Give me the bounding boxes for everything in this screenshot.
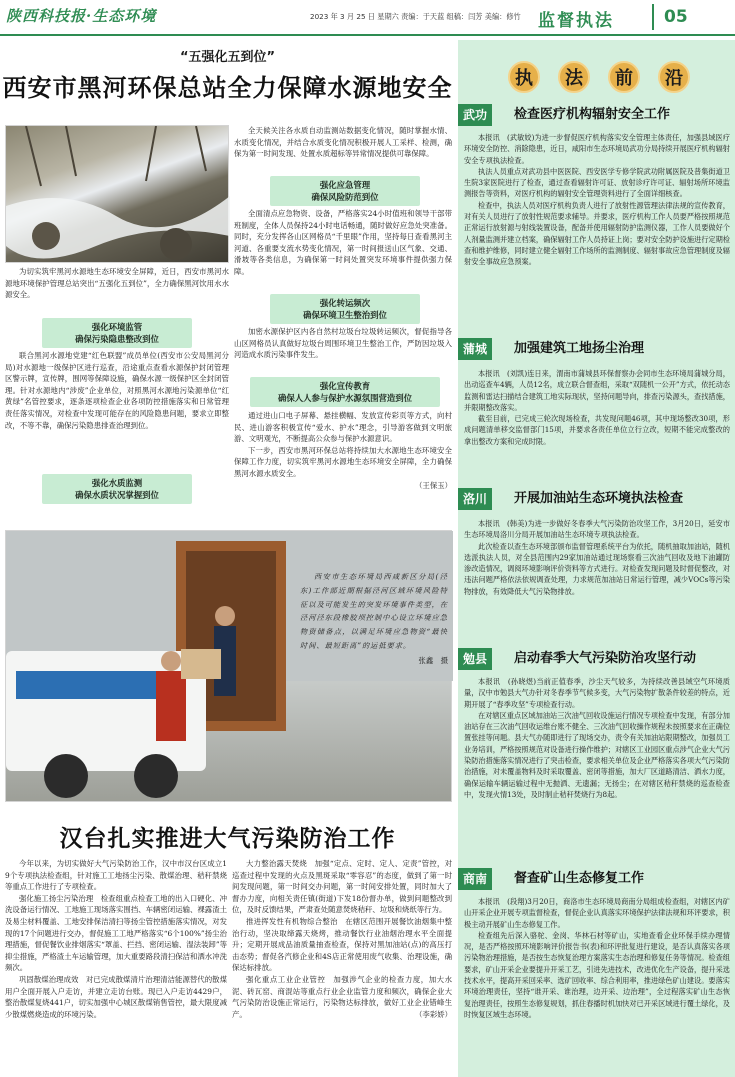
right-article1-tag: 武功 xyxy=(458,104,492,126)
article2-para3: 巩固散煤治理成效 对已完成散煤清片治理清洁能源替代的散煤用户全面开展入户走访，并建立走访台账。现已入户走访4429户，整治散煤复烧441户，切实加强中心城区散煤销售管控，最大限度减少散煤燃烧造成的环境污染。 xyxy=(5,974,227,1019)
article2-para5: 推进挥发性有机物综合整治 在辖区范围开展餐饮油烟集中整治行动，坚决取缔露天烧烤，推动餐饮行业油烟治理水平全面提升；定期开展成品油质量抽查检查，保持对黑加油站(点)的高压打击态势；督促各汽修企业和4S店正常使用废气收集、治理设施，确保达标排放。 xyxy=(232,916,452,973)
right-article1-para2: 执法人员重点对武功县中医医院、西安医学专修学院武功附属医院及普集街道卫生院3家医院进行了检查，通过查看辐射许可证、放射诊疗许可证、辐射场所环境监测报告等资料，对医疗机构的辐射安全管理资料进行了全面详细核查。 xyxy=(464,166,730,199)
right-article1-para3: 检查中，执法人员对医疗机构负责人进行了放射性源管理法律法规的宣传教育，对有关人员进行了放射性规范要求辅导。并要求，医疗机构工作人员要严格按照规范正常运行放射源与射线装置设备，配备并使用辐射防护监测仪器，工作人员要做好个人剂量监测并建立档案，确保辐射工作人员持证上岗；要对安全防护设施进行定期检查和维护维修，同时建立健全辐射工作场所的监测制度、辐射事故应急管理制度及辐射安全事故应急预案。 xyxy=(464,200,730,267)
page-number: 05 xyxy=(652,4,732,30)
right-article5-title: 督查矿山生态修复工作 xyxy=(514,871,645,886)
frontier-banner xyxy=(458,60,735,96)
article2-headline: 汉台扎实推进大气污染防治工作 xyxy=(59,826,396,852)
article1-para1: 联合黑河水源地党建“红色联盟”成员单位(西安市公安局黑河分局)对水源地一级保护区进行巡查，沿途重点查看水源保护封闭管理区警示牌，宣传牌，围网等保障设施，确保水源一级保护区全封闭管理。针对水源地内“涉废”企业单位，对照黑河水源地污染源单位“红黄绿”名管控要求，逐条逐项检查企业各项防控措施落实和日常管理责任落实情况，对检查中发现可能存在的风险隐患问题，要求立即整改，不等不靠，确保污染隐患排查治理到位。 xyxy=(5,351,229,430)
right-article5-tag: 商南 xyxy=(458,868,492,890)
right-article4-header xyxy=(458,648,735,670)
right-article3-title: 开展加油站生态环境执法检查 xyxy=(514,491,684,506)
right-article4-para1: 本报讯 (孙晓煜)当前正值春季，沙尘天气较多，为持续改善县域空气环境质量，汉中市勉县大气办针对冬春季节气候多变，大气污染物扩散条件较差的特点，近期开展了“春季攻坚”专项检查行动。 xyxy=(464,677,730,709)
subhead-5: 强化宣传教育 确保人人参与保护水源氛围营造到位 xyxy=(250,377,440,407)
right-article1-para1: 本报讯 (武敏姣)为进一步督促医疗机构落实安全管理主体责任，加强县域医疗环境安全防控、消除隐患，近日，咸阳市生态环境局武功分局持续开展医疗机构辐射安全专项执法检查。 xyxy=(464,133,730,165)
photo-caption: 西安市生态环境局西咸新区分局(泾东)工作部近期根据泾河区域环境风险特征以及可能发生的突发环境事件类型，在泾河泾东段橡胶坝控制中心设立环境应急物资储备点，以满足环境应急物资“最快时间、最短距离”的运抵要求。 xyxy=(300,572,448,650)
banner-char-4: 沿 xyxy=(658,61,690,93)
right-article3-tag: 洛川 xyxy=(458,488,492,510)
banner-char-2: 法 xyxy=(558,61,590,93)
subhead-2: 强化水质监测 确保水质状况掌握到位 xyxy=(42,474,192,504)
article1-para2: 全天候关注各水质自动监测站数据变化情况，随时掌握水情、水质变化情况，并结合水质变化情况积极开展人工采样、检测，确保为第一时间发现、处置水质超标等异常情况提供可靠保障。 xyxy=(234,126,452,159)
subhead-3: 强化应急管理 确保风险防范到位 xyxy=(270,176,420,206)
banner-char-1: 执 xyxy=(508,61,540,93)
photo-credit: 张鑫 摄 xyxy=(418,655,448,665)
section-title: 监督执法 xyxy=(538,11,614,31)
right-article4-tag: 勉县 xyxy=(458,648,492,670)
article2-para1: 今年以来，为切实做好大气污染防治工作，汉中市汉台区成立19个专项执法检查组，针对施工工地扬尘污染、散煤治理、秸秆禁烧等重点工作进行了专项检查。 xyxy=(5,859,227,892)
article2-byline: （李彩娇） xyxy=(415,1010,452,1020)
right-article4-title: 启动春季大气污染防治攻坚行动 xyxy=(514,651,697,666)
article1-intro: 为切实筑牢黑河水源地生态环境安全屏障，近日，西安市黑河水源地环境保护管理总站突出“五强化五到位”，全力确保黑河饮用水水源安全。 xyxy=(5,267,229,300)
subhead-1: 强化环境监管 确保污染隐患整改到位 xyxy=(42,318,192,348)
river-photo-art xyxy=(6,126,230,264)
right-article2-header xyxy=(458,338,735,360)
right-article2-para2: 截至目前，已完成三轮次现场检查，共发现问题46项，其中现场整改30项，形成问题清单移交监督部门15项，并要求各责任单位立行立改，短期不能完成整改的拿出整改方案和完成时限。 xyxy=(464,414,730,446)
article1-para5: 通过进山口电子屏幕、悬挂横幅、发放宣传彩页等方式，向村民、进山游客积极宣传“爱水、护水”理念，引导游客做到文明旅游、文明观光，不断提高公众参与保护水源意识。 xyxy=(234,411,452,444)
header-rule xyxy=(0,34,735,36)
article1-para3: 全面清点应急物资、设备，严格落实24小时值班和领导干部带班制度，全体人员保持24小时电话畅通，随时做好应急处突准备。同时，充分发挥各山区网格员“千里眼”作用，坚持每日查看黑河主河道、各重要支流水势变化情况，第一时间报送山区气象、交通、滑坡等各类信息，为确保第一时间处置突发环境事件提供强力保障。 xyxy=(234,209,452,276)
right-article5-para2: 检查组先后深入骆驼、金岗、华林石材等矿山，实地查看企业环保手续办理情况，是否严格按照环境影响评价报告书(表)和环评批复进行建设，是否认真落实各项污染物治理措施，是否按生态恢复治理方案落实生态治理和修复任务等情况。检查组要求，矿山开采企业要提升开采工艺，引进先进技术，改进优化生产设备，提升采选技术水平，提高开采回采率、选矿回收率、综合利用率，推进绿色矿山建设。要落实环境治理责任，坚持“谁开采、谁治理，边开采、边治理”，全过程落实矿山生态恢复治理责任，按照生态修复规划，抓住春播时机加快对已开采区域进行覆土绿化，及时恢复区域生态环境。 xyxy=(464,930,730,1019)
article1-kicker: “五强化五到位” xyxy=(179,50,276,65)
masthead-name: 陕西科技报·生态环境 xyxy=(6,7,157,25)
article1-headline: 西安市黑河环保总站全力保障水源地安全 xyxy=(2,74,453,102)
article2-para4: 大力整治露天焚烧 加强“定点、定时、定人、定责”管控，对巡查过程中发现的火点及黑斑采取“零容忍”的态度，做到了第一时间发现问题，第一时间交办问题，第一时间安排处置，同时加大了督办力度，向相关责任镇(街道)下发18份督办单，做到问题整改到位，及时反馈结果，严肃查处随意焚烧秸秆、垃圾和烧纸等行为。 xyxy=(232,859,452,915)
right-article2-tag: 蒲城 xyxy=(458,338,492,360)
article2-para6: 强化重点工业企业管控 加强涉气企业的检查力度，加大水泥、砖瓦窑、商混站等重点行业企业监管力度和频次，确保企业大气污染防治设施正常运行，污染物达标排放，做好工业企业错峰生产。 xyxy=(232,974,452,1019)
right-article4-para2: 在对辖区重点区域加油站三次油气回收设施运行情况专项检查中发现，有部分加油站存在三次油气回收运维台账不健全、三次油气回收操作规程未按照要求在正确位置张挂等问题。县大气办随即进行了现场交办，责令有关加油站限期整改，加强员工业务培训，严格按照规范对设备进行操作维护；对辖区工业园区重点涉气企业大气污染防治措施落实情况进行了突击检查，要求相关单位及企业严格落实各项大气污染防治措施，对未覆盖物料及时采取覆盖、密闭等措施，加大厂区道路清洁、洒水力度，确保运输车辆运输过程中无抛洒、无遗漏；无扬尘；在对辖区秸秆禁烧的巡查检查中，发现火情13处，及时制止秸秆焚烧行为8起。 xyxy=(464,710,730,799)
subhead-4: 强化转运频次 确保环境卫生整治到位 xyxy=(270,294,420,324)
article1-para4: 加密水源保护区内各自然村垃圾台垃圾转运频次，督促指导各山区网格员认真做好垃圾台周围环境卫生整治工作，严防因垃圾入河造成水质污染事件发生。 xyxy=(234,327,452,360)
right-article5-header xyxy=(458,868,735,890)
right-article5-para1: 本报讯 (段翔)3月20日，商洛市生态环境局商南分局组成检查组，对辖区内矿山开采企业开展专项监督检查，督促企业认真落实环境保护法律法规和环评要求，积极主动开展矿山生态修复工作。 xyxy=(464,897,730,929)
article1-para6: 下一步，西安市黑河环保总站将持续加大水源地生态环境安全保障工作力度，切实筑牢黑河水源地生态环境安全屏障，全力确保黑河水源水质安全。 xyxy=(234,445,452,478)
right-article2-title: 加强建筑工地扬尘治理 xyxy=(514,341,645,356)
river-photo xyxy=(5,125,229,263)
right-article3-header xyxy=(458,488,735,510)
right-article2-para1: 本报讯 (刘凯)连日来，渭南市蒲城县环保督察办会同市生态环境局蒲城分局，出动巡查车4辆，人员12名，成立联合督查组，采取“双随机一公开”方式，依托动态监测和雷达扫描结合建筑工地实际现状，坚持问题导向，排查污染源头，查找措施，并限期整改落实。 xyxy=(464,369,730,412)
right-article1-header xyxy=(458,104,735,126)
article1-byline: （王保玉） xyxy=(415,480,452,490)
right-article1-title: 检查医疗机构辐射安全工作 xyxy=(514,107,671,122)
right-article3-para2: 此次检查以查生态环境部颁布监督管理系统平台为依托，随机抽取加油站，随机选派执法人员，对全县范围内29家加油站通过现场察看三次油气回收及地下油罐防渗改造情况，调阅环境影响评价资料等方式进行。对检查发现问题及时督促整改，对违法问题严格依法依规调查处理，力求规范加油站日常运行管理，减少VOCs等污染物排放，有效降低大气污染物排放。 xyxy=(464,541,730,596)
right-article3-para1: 本报讯 (韩美)为进一步做好冬春季大气污染防治攻坚工作，3月20日，延安市生态环境局洛川分局开展加油站生态环境专项执法检查。 xyxy=(464,519,730,540)
article2-para2: 强化施工扬尘污染治理 检查组重点检查工地的出入口硬化、冲洗设备运行情况、工地施工现场落实围挡、车辆密闭运输、裸露渣土及易尘材料覆盖、工地安排保洁清扫等扬尘管控措施落实情况，对发现的17个问题进行交办，督促施工工地严格落实“6个100%”扬尘治理措施，督促餐饮业排烟落实“罩盖、拦挡、密闭运输、湿法装卸”等抑尘措施，严格渣土车运输管理，加大重要路段清扫保洁和洒水冲洗频次。 xyxy=(5,893,227,973)
banner-char-3: 前 xyxy=(608,61,640,93)
issue-info: 2023 年 3 月 25 日 星期六 责编：于天蓝 组稿：闫芳 美编：修竹 xyxy=(310,12,521,21)
